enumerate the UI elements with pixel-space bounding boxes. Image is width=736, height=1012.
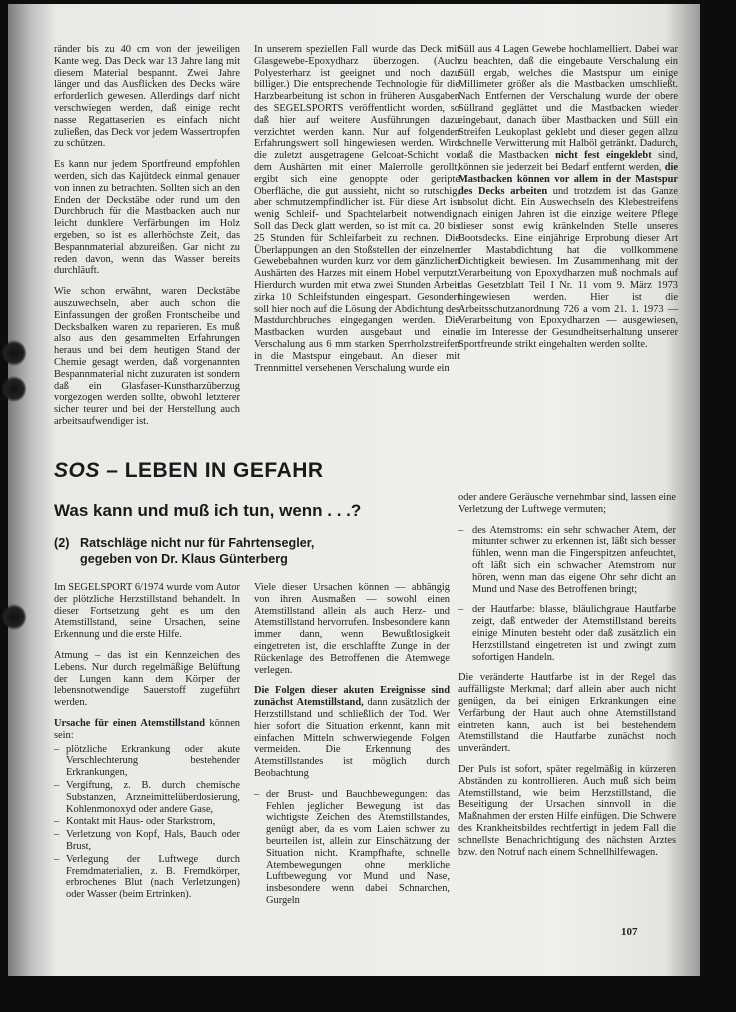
binding-hole: [2, 340, 26, 366]
text: sind, können sie jederzeit bei Bedarf entfernt werden,: [458, 150, 678, 173]
paragraph: [254, 685, 450, 779]
paragraph: Viele dieser Ursachen können — abhängig von ihren Ausmaßen — sowohl einen Atemstillstand allein als auch Herz- und Atemstillstand hervorrufen. Insbesondere kann immer dann, wenn Bewußtlosigkeit eingetreten ist, die erschlaffte Zunge in der Rückenlage des Betroffenen die Atemwege verlegen.: [254, 582, 450, 676]
top-column-3: [458, 44, 678, 360]
paragraph: Die veränderte Hautfarbe ist in der Regel das auffälligste Merkmal; darf allein aber auch nicht genügen, da bei einigen Erkrankungen eine Verfärbung der Haut auch ohne Atemstillstand eintreten kann, auch ist bei bestehendem Atemstillstand die Hautfarbe zunächst noch unverändert.: [458, 672, 676, 755]
paragraph: [458, 44, 678, 351]
list-item: – Verletzung von Kopf, Hals, Bauch oder Brust,: [54, 829, 240, 853]
text: können sein:: [54, 717, 240, 741]
bold-text: Die Folgen dieser akuten Ereignisse sind zunächst Atemstillstand,: [254, 685, 450, 709]
bold-text: nicht fest eingeklebt: [555, 150, 652, 162]
magazine-page: [8, 4, 700, 976]
paragraph: Es kann nur jedem Sportfreund empfohlen werden, sich das Kajütdeck einmal genauer von innen zu betrachten. Sollten sich an den Enden der Deckstäbe oder rund um den Durchbruch für die Mastbacken auch nur leicht dunklere Verfärbungen im Holz ergeben, so ist es allerhöchste Zeit, das Bespannmaterial abzureißen. Gar nicht zu reden davon, wenn das Wasser bereits durchläuft.: [54, 159, 240, 277]
list-item: – des Atemstroms: ein sehr schwacher Atem, der mitunter schwer zu erkennen ist, läßt sich besser fühlen, wenn man die Fingerspitzen anfeuchtet, oft läßt sich ein schwacher Atemstrom nur hören, wenn man das eigene Ohr sehr dicht an Mund und Nase des Betroffenen bringt;: [458, 525, 676, 596]
list-item: – Kontakt mit Haus- oder Starkstrom,: [54, 816, 240, 828]
list-item: – Verlegung der Luftwege durch Fremdmaterialien, z. B. Fremdkörper, erbrochenes Blut (nach Verletzungen) oder Wasser (beim Ertrinken).: [54, 854, 240, 901]
bottom-column-3: [458, 492, 676, 867]
text: und trotzdem ist das Ganze absolut dicht. Ein Auswechseln des Klebestreifens nach einigen Jahren ist die einzige weitere Pflege dieser sonst ewig kränkelnden Stelle unseres Bootsdecks. Eine einjährige Erprobung dieser Art der Mastabdichtung hat die vollkommene Dichtigkeit bewiesen. Im Zusammenhang mit der Verarbeitung von Epoxydharzen muß nochmals auf das Gesetzblatt Teil I Nr. 11 vom 9. März 1973 hingewiesen werden. Hier ist die Arbeitsschutzanordnung 726 a vom 21. 1. 1973 — Verarbeitung von Epoxydharzen — ausgewiesen, die im Interesse der Gesundheitserhaltung unserer Sportfreunde strikt eingehalten werden sollte.: [458, 185, 678, 350]
list-item: – plötzliche Erkrankung oder akute Verschlechterung bestehender Erkrankungen,: [54, 744, 240, 779]
bold-text: Ursache für einen Atemstillstand: [54, 717, 205, 729]
bold-text: die Mastbacken können vor allem in der Mastspur des Decks arbeiten: [458, 161, 678, 197]
sos-label: SOS: [54, 459, 100, 482]
paragraph: Im SEGELSPORT 6/1974 wurde vom Autor der plötzliche Herzstillstand behandelt. In dieser Fortsetzung geht es um den Atemstillstand, seine Ursachen, seine Erkennung und die erste Hilfe.: [54, 582, 240, 641]
part-line-1: Ratschläge nicht nur für Fahrtensegler,: [80, 536, 315, 550]
part-number: (2): [54, 536, 70, 550]
list-item: – der Hautfarbe: blasse, bläulichgraue Hautfarbe zeigt, daß entweder der Atemstillstand bereits einige Minuten besteht oder daß zusätzlich ein Herzstillstand eingetreten ist und zwingt zum sofortigen Handeln.: [458, 604, 676, 663]
paragraph: ränder bis zu 40 cm von der jeweiligen Kante weg. Das Deck war 13 Jahre lang mit diesem Material bespannt. Zwei Jahre länger und das Ausflicken des Decks wäre erforderlich gewesen. Allerdings darf nicht verschwiegen werden, daß einige recht nasse Regattaserien es einfach nicht zuließen, das Deck vor jedem Wassertropfen zu schützen.: [54, 44, 240, 150]
top-column-1: [54, 44, 240, 437]
binding-hole: [2, 604, 26, 630]
observation-list: [458, 525, 676, 664]
text: Süll aus 4 Lagen Gewebe hochlamelliert. Dabei war zu beachten, daß die eingebaute Verschalung ein Süll ergab, welches die Mastspur um einige Millimeter größer als die Mastbacken umschließt. Nach Entfernen der Verschalung wurde der obere Süllrand geglättet und die Mastbacken wieder eingebaut, danach über Mastbacken und Süll ein Streifen Leukoplast geklebt und dieser gegen allzu schnelle Verwitterung mit Halböl getränkt. Dadurch, daß die Mastbacken: [458, 44, 678, 162]
cause-list: [54, 744, 240, 901]
binding-hole: [2, 376, 26, 402]
paragraph: oder andere Geräusche vernehmbar sind, lassen eine Verletzung der Luftwege vermuten;: [458, 492, 676, 515]
top-column-2: [254, 44, 460, 383]
article-title: [54, 459, 324, 483]
paragraph: Der Puls ist sofort, später regelmäßig in kürzeren Abständen zu kontrollieren. Auch muß sich beim Atemstillstand, wie beim Herzstillstand, die Beseitigung der Ursachen sinnvoll in die Maßnahmen der ersten Hilfe einfügen. Die Schwere des Krankheitsbildes rechtfertigt in jedem Fall die schnellste Benachrichtigung des nächsten Arztes bzw. den Notruf nach einem Schnellhilfewagen.: [458, 763, 676, 858]
title-text: – LEBEN IN GEFAHR: [106, 459, 324, 482]
list-item: – der Brust- und Bauchbewegungen: das Fehlen jeglicher Bewegung ist das wichtigste Zeichen des Atemstillstandes, genügt aber, da es vom Laien schwer zu beurteilen ist, allein zur Einschätzung der Situation nicht. Krampfhafte, schnelle Atembewegungen ohne merkliche Luftbewegung vor Mund und Nase, insbesondere wenn dabei Schnarchen, Gurgeln: [254, 789, 450, 907]
paragraph: In unserem speziellen Fall wurde das Deck mit Glasgewebe-Epoxydharz überzogen. (Auch Polyesterharz ist geeignet und noch dazu billiger.) Die entsprechende Technologie für die Harzbearbeitung ist schon in früheren Ausgaben des SEGELSPORTS veröffentlicht worden, so daß hier auf weitere Ausführungen dazu verzichtet werden kann. Nur auf folgenden Erfahrungswert soll hingewiesen werden. Wird die zuletzt ausgetragene Gelcoat-Schicht vor dem Aushärten mit einer Malerrolle gerollt, ergibt sich eine genoppte oder geripte Oberfläche, die gut aussieht, nicht so rutschig, aber schmutzempfindlicher ist. Für diese Art ist wenig Schleif- und Spachtelarbeit notwendig. Soll das Deck glatt werden, so ist mit ca. 20 bis 25 Stunden für Schleifarbeit zu rechnen. Die Überlappungen an den Stoßstellen der einzelnen Gewebebahnen wurden kurz vor dem gänzlichen Aushärten des Harzes mit einem Hobel verputzt. Hierdurch wurden mit etwa zwei Stunden Arbeit zirka 10 Schleifstunden eingespart. Gesondert soll hier noch auf die Lösung der Abdichtung des Mastdurchbruches eingegangen werden. Die Mastbacken wurden ausgebaut und eine Verschalung aus 6 mm starken Sperrholzstreifen in die Mastspur eingebaut. An dieser mit Trennmittel versehenen Verschalung wurde ein: [254, 44, 460, 374]
paragraph: Atmung – das ist ein Kennzeichen des Lebens. Nur durch regelmäßige Belüftung der Lungen kann dem Körper der lebensnotwendige Sauerstoff zugeführt werden.: [54, 649, 240, 709]
bottom-column-1: [54, 582, 240, 902]
article-subtitle: Was kann und muß ich tun, wenn . . .?: [54, 501, 362, 520]
text: dann zusätzlich der Herzstillstand und schließlich der Tod. Wer hier sofort die Situation erkennt, kann mit einfachen Mitteln schwerwiegende Folgen vermeiden. Die Erkennung des Atemstillstandes ist möglich durch Beobachtung: [254, 697, 450, 779]
article-part-heading: [54, 535, 454, 567]
bottom-column-2: [254, 582, 450, 908]
paragraph: Wie schon erwähnt, waren Deckstäbe auszuwechseln, aber auch schon die Einfassungen der großen Frontscheibe und Decksbalken waren zu reparieren. Es muß also aus den gesammelten Erfahrungen heraus und bei dem heutigen Stand der Chemie gesagt werden, daß vorgenannten Bespannmaterial nicht zuzuraten ist sondern daß ein Glasfaser-Kunstharzüberzug vorgezogen werden sollte, obwohl letzterer sicher teurer und bei der Herstellung auch arbeitsaufwendiger ist.: [54, 286, 240, 427]
page-number: 107: [621, 926, 638, 938]
list-item: – Vergiftung, z. B. durch chemische Substanzen, Arzneimittelüberdosierung, Kohlenmonoxyd oder andere Gase,: [54, 780, 240, 815]
observation-list: [254, 789, 450, 907]
part-line-2: gegeben von Dr. Klaus Günterberg: [80, 552, 288, 566]
section-heading: [54, 718, 240, 742]
